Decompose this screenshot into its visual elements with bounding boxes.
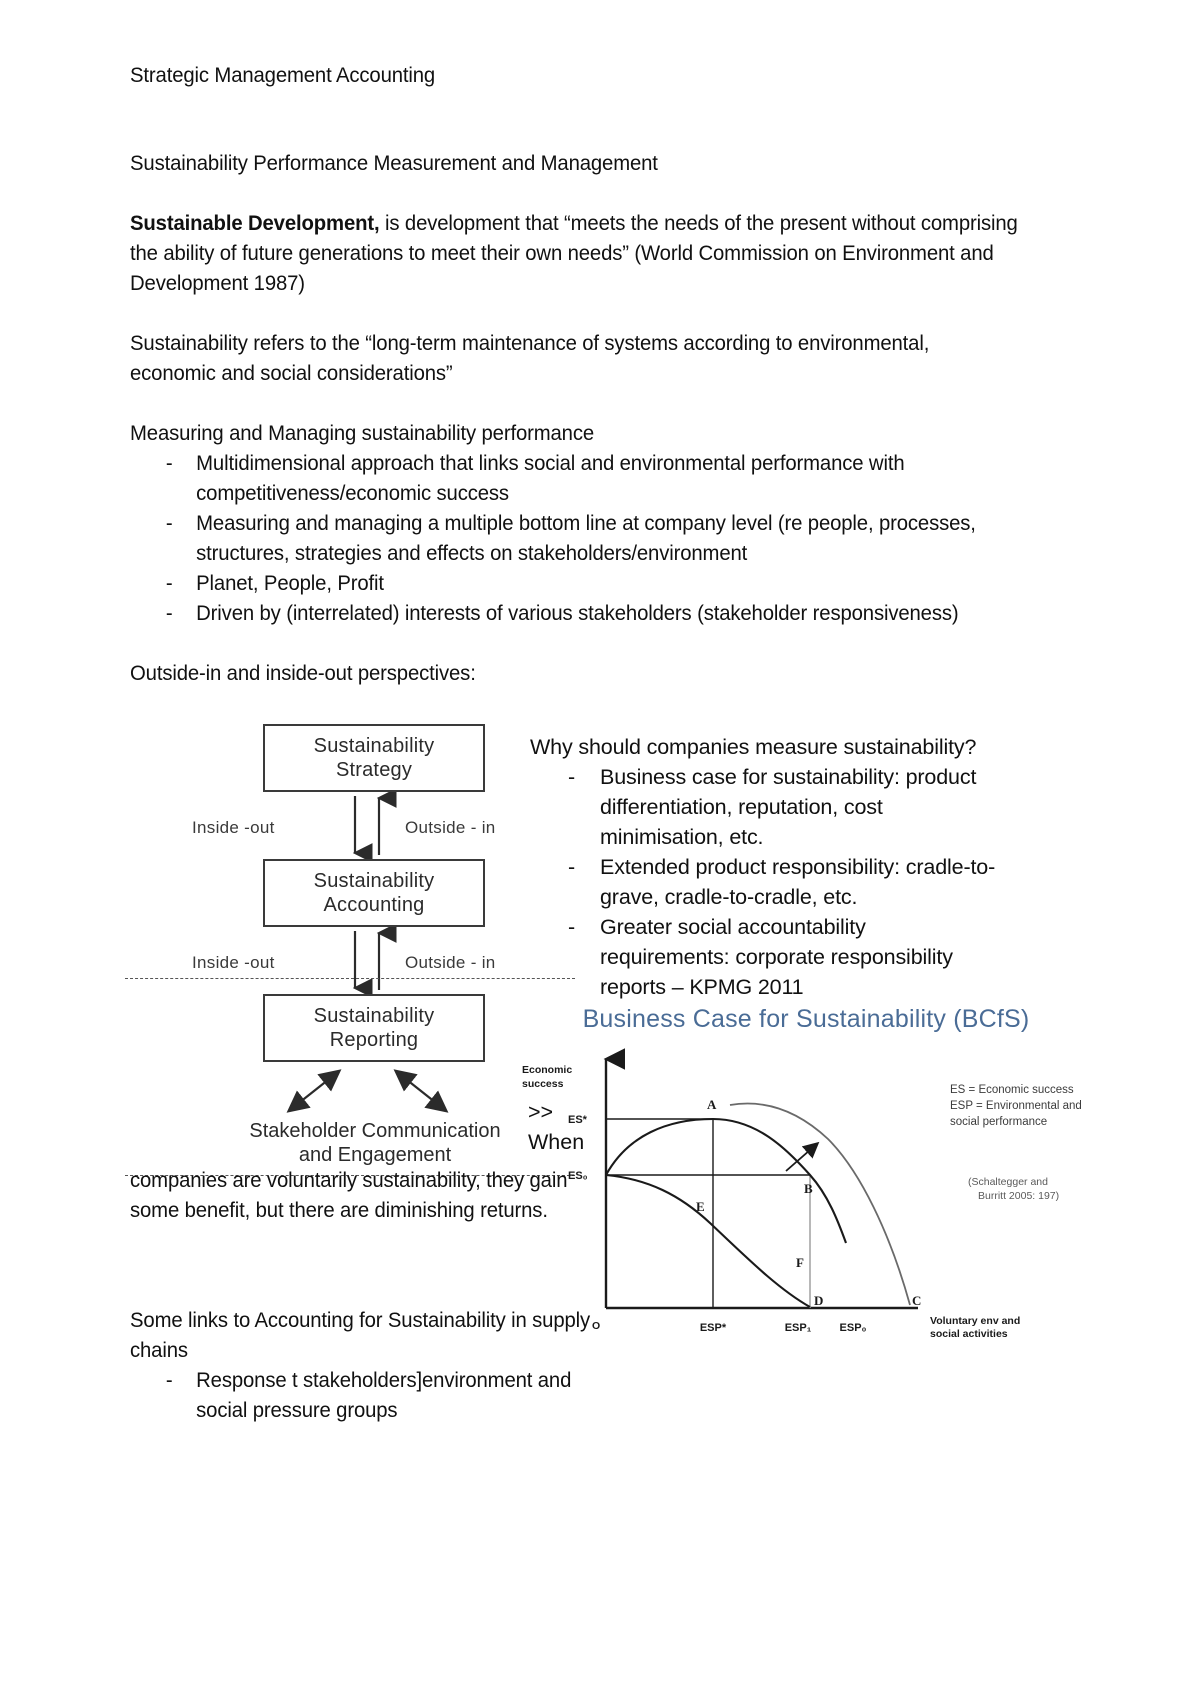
y-axis-label-line2: success — [522, 1078, 564, 1090]
list-item — [130, 568, 1018, 598]
list-item — [130, 598, 1018, 628]
list-item — [130, 508, 1018, 568]
x-tick-esp-star: ESP* — [699, 1322, 727, 1334]
box-sustainability-reporting — [263, 994, 485, 1062]
x-tick-esp-1: ESP₁ — [784, 1322, 812, 1334]
point-label-f: F — [796, 1255, 804, 1270]
stakeholder-line-1: Stakeholder Communication — [249, 1120, 501, 1142]
legend-line-1: ES = Economic success — [950, 1084, 1074, 1096]
list-item — [530, 852, 1000, 912]
list-item-text: Business case for sustainability: product differentiation, reputation, cost minimisation, etc. — [600, 765, 977, 849]
bullet-dash: - — [165, 1368, 173, 1392]
citation-line-1: (Schaltegger and — [968, 1176, 1048, 1188]
bcfs-curve-lower — [606, 1175, 810, 1307]
supply-chain-heading-line-2: chains — [130, 1338, 188, 1362]
sustainable-development-paragraph — [130, 208, 1020, 298]
list-item — [130, 1365, 617, 1425]
box-line-2: Accounting — [323, 894, 425, 916]
measuring-heading: Measuring and Managing sustainability performance — [130, 421, 595, 445]
box-line-2: Strategy — [335, 759, 413, 781]
list-item-text: Greater social accountability requirements: corporate responsibility reports – KPMG 2011 — [600, 915, 953, 999]
spacer — [130, 90, 1070, 120]
spacer — [130, 120, 1070, 148]
flow-diagram-column — [130, 724, 550, 1184]
box-line-2: Reporting — [329, 1029, 419, 1051]
y-tick-es-zero: ES₀ — [568, 1170, 588, 1182]
list-item — [530, 762, 1000, 852]
box-line-1: Sustainability — [313, 870, 435, 892]
measuring-bullet-list — [130, 448, 1020, 628]
label-inside-out-2: Inside -out — [192, 953, 275, 972]
sustainability-definition-text: Sustainability refers to the “long-term maintenance of systems according to environmental, economic and social considerations” — [130, 331, 930, 385]
divider-dashed-upper — [125, 978, 575, 979]
bullet-dash: - — [165, 571, 173, 595]
supply-chain-heading-line-1: Some links to Accounting for Sustainability in supply — [130, 1308, 591, 1332]
box-sustainability-accounting — [263, 859, 485, 927]
spacer — [130, 298, 1070, 328]
diminishing-returns-paragraph: companies are voluntarily sustainability, they gain some benefit, but there are diminishing returns. — [130, 1168, 568, 1222]
legend-line-2: ESP = Environmental and — [950, 1100, 1082, 1112]
stakeholder-communication-label — [205, 1119, 545, 1167]
list-item-text: Extended product responsibility: cradle-to-grave, cradle-to-cradle, etc. — [600, 855, 996, 909]
legend-line-3: social performance — [950, 1116, 1048, 1128]
list-item-text: Planet, People, Profit — [196, 571, 384, 595]
sustainable-development-text: is development that “meets the needs of the present without comprising the ability of future generations to meet their own needs” (World Commission on Environment and Development 1987) — [130, 211, 1018, 295]
perspectives-heading: Outside-in and inside-out perspectives: — [130, 661, 476, 685]
bcfs-curve-shifted — [730, 1103, 910, 1305]
x-axis-label-line2: social activities — [930, 1328, 1008, 1340]
list-item-text: Measuring and managing a multiple bottom line at company level (re people, processes, structures, strategies and effects on stakeholders/environment — [196, 511, 976, 565]
stakeholder-line-2: and Engagement — [298, 1144, 452, 1166]
section-subtitle: Sustainability Performance Measurement and Management — [130, 151, 658, 175]
point-label-c: C — [912, 1293, 922, 1308]
bcfs-chart-svg — [498, 1043, 1098, 1363]
box-line-1: Sustainability — [313, 1005, 435, 1027]
point-label-e: E — [696, 1199, 705, 1214]
spacer — [130, 688, 1070, 724]
list-item-text: Multidimensional approach that links social and environmental performance with competitiveness/economic success — [196, 451, 905, 505]
why-heading: Why should companies measure sustainability? — [530, 735, 977, 759]
list-item — [530, 912, 1000, 1002]
label-outside-in-1: Outside - in — [405, 818, 496, 837]
sustainable-development-term: Sustainable Development, — [130, 211, 380, 235]
y-tick-es-star: ES* — [568, 1114, 587, 1126]
chevron-double-right-icon: >> — [528, 1100, 554, 1124]
list-item-text: Response t stakeholders]environment and social pressure groups — [196, 1368, 572, 1422]
bullet-dash: - — [165, 451, 173, 475]
point-label-d: D — [814, 1293, 824, 1308]
box-line-1: Sustainability — [313, 735, 435, 757]
sustainability-definition-paragraph — [130, 328, 1020, 388]
point-label-b: B — [804, 1181, 813, 1196]
when-text: When — [528, 1130, 585, 1154]
list-item — [130, 448, 1018, 508]
spacer — [130, 628, 1070, 658]
bullet-dash: - — [568, 915, 576, 939]
list-item-text: Driven by (interrelated) interests of various stakeholders (stakeholder responsiveness) — [196, 601, 959, 625]
page-title: Strategic Management Accounting — [130, 63, 436, 87]
x-axis-label-line1: Voluntary env and — [930, 1315, 1021, 1327]
y-axis-label-line1: Economic — [522, 1064, 573, 1076]
spacer — [130, 178, 1070, 208]
label-outside-in-2: Outside - in — [405, 953, 496, 972]
x-tick-esp-0: ESP₀ — [839, 1322, 867, 1334]
bullet-dash: - — [568, 855, 576, 879]
box-sustainability-strategy — [263, 724, 485, 792]
citation-line-2: Burritt 2005: 197) — [978, 1190, 1060, 1202]
why-measure-column — [530, 732, 1000, 1002]
spacer — [130, 388, 1070, 418]
bcfs-chart-figure — [498, 1005, 1098, 1365]
bullet-dash: - — [165, 511, 173, 535]
why-bullet-list — [530, 762, 1000, 1002]
bullet-dash: - — [568, 765, 576, 789]
bullet-dash: - — [165, 601, 173, 625]
point-label-a: A — [707, 1097, 717, 1112]
origin-label: O — [592, 1320, 601, 1332]
label-inside-out-1: Inside -out — [192, 818, 275, 837]
chart-title: Business Case for Sustainability (BCfS) — [582, 1005, 1030, 1033]
